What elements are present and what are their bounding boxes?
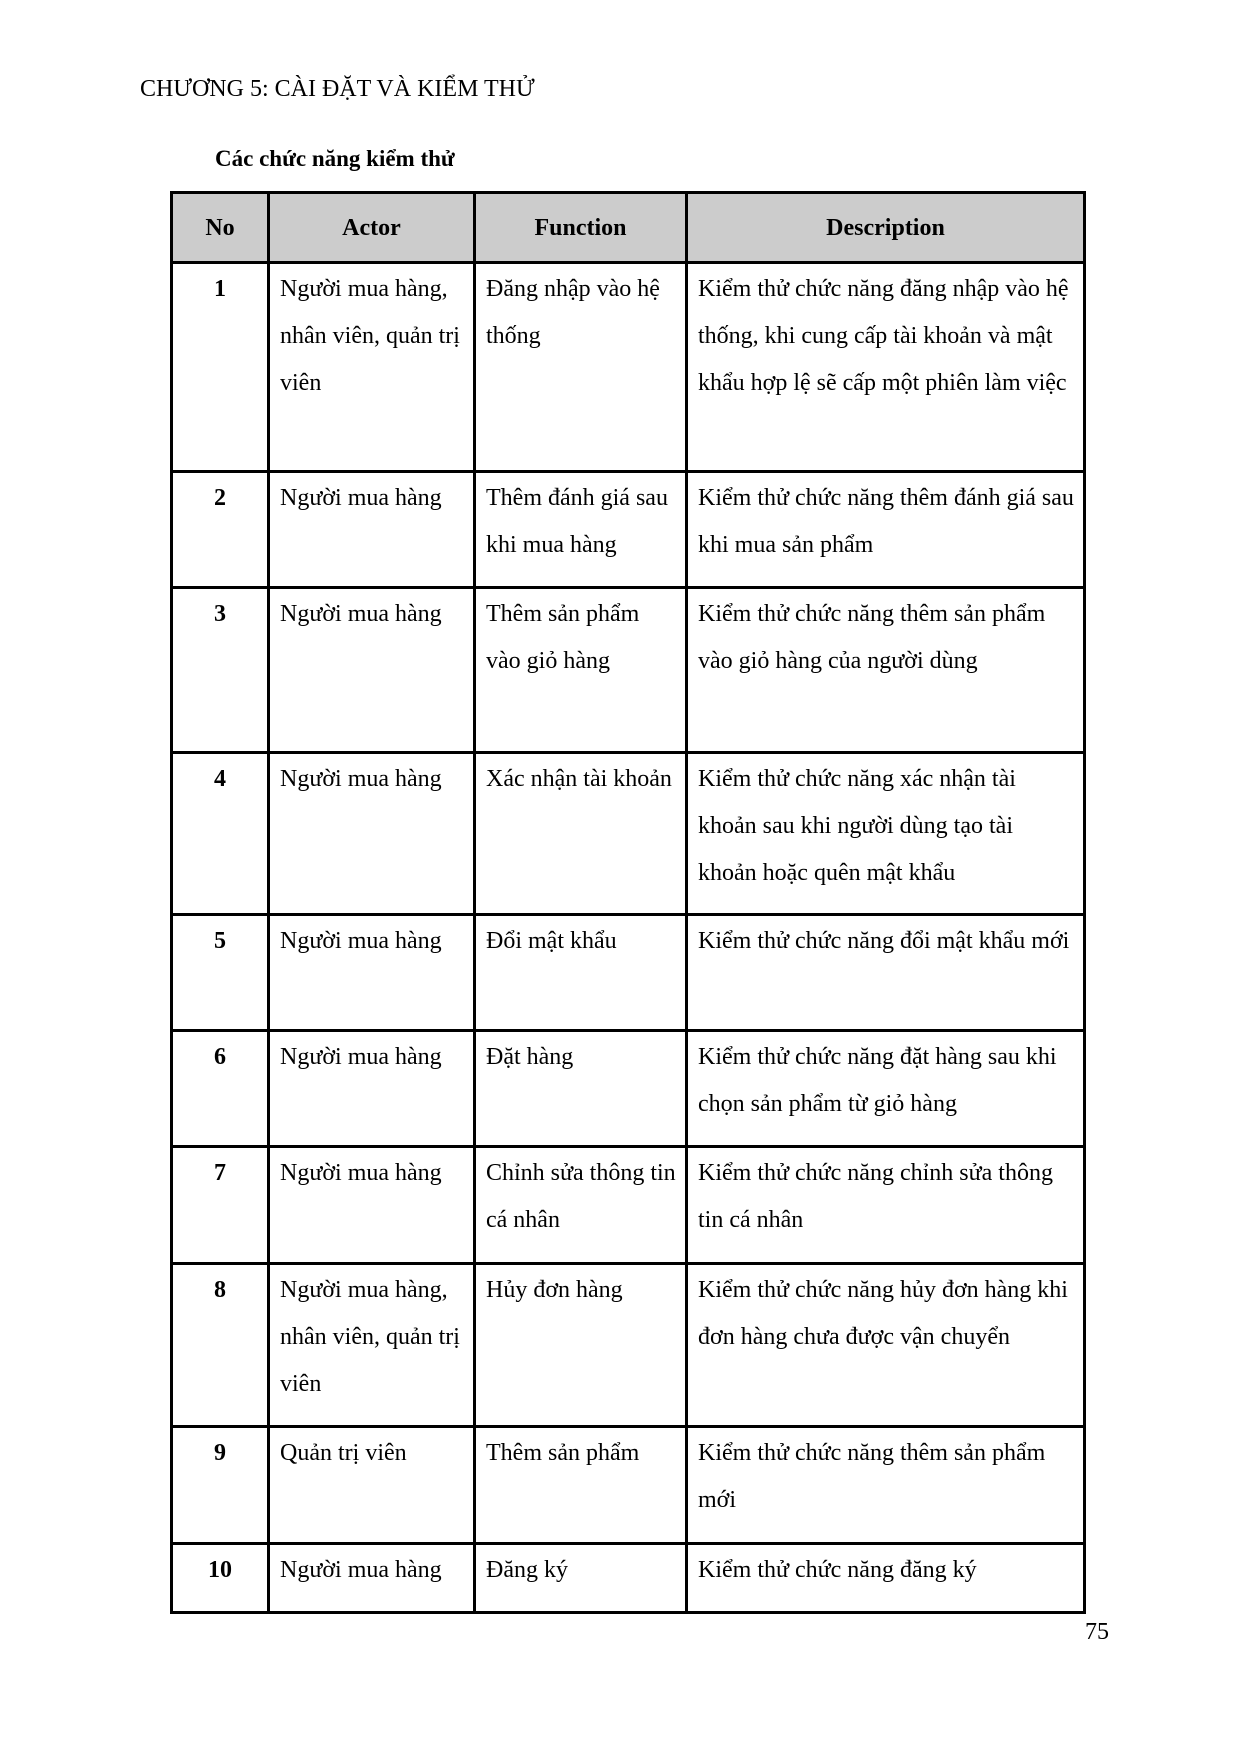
- table-row: [172, 753, 1085, 915]
- cell-description: Kiểm thử chức năng hủy đơn hàng khi đơn hàng chưa được vận chuyển: [687, 1264, 1085, 1427]
- cell-no: 8: [172, 1264, 269, 1427]
- cell-no: 3: [172, 588, 269, 753]
- cell-function: Đăng ký: [475, 1544, 687, 1613]
- column-header-no: No: [172, 193, 269, 263]
- column-header-description: Description: [687, 193, 1085, 263]
- cell-actor: Người mua hàng: [269, 472, 475, 588]
- cell-no: 2: [172, 472, 269, 588]
- column-header-actor: Actor: [269, 193, 475, 263]
- cell-function: Đăng nhập vào hệ thống: [475, 263, 687, 472]
- table-row: [172, 1147, 1085, 1264]
- cell-description: Kiểm thử chức năng đặt hàng sau khi chọn sản phẩm từ giỏ hàng: [687, 1031, 1085, 1147]
- cell-function: Thêm sản phẩm vào giỏ hàng: [475, 588, 687, 753]
- cell-actor: Người mua hàng: [269, 588, 475, 753]
- cell-no: 10: [172, 1544, 269, 1613]
- cell-function: Chỉnh sửa thông tin cá nhân: [475, 1147, 687, 1264]
- cell-actor: Người mua hàng: [269, 915, 475, 1031]
- table-row: [172, 1264, 1085, 1427]
- cell-function: Xác nhận tài khoản: [475, 753, 687, 915]
- cell-function: Hủy đơn hàng: [475, 1264, 687, 1427]
- table-row: [172, 588, 1085, 753]
- cell-actor: Quản trị viên: [269, 1427, 475, 1544]
- cell-description: Kiểm thử chức năng đăng ký: [687, 1544, 1085, 1613]
- cell-actor: Người mua hàng, nhân viên, quản trị viên: [269, 263, 475, 472]
- cell-actor: Người mua hàng: [269, 753, 475, 915]
- cell-actor: Người mua hàng: [269, 1147, 475, 1264]
- cell-no: 5: [172, 915, 269, 1031]
- chapter-header: CHƯƠNG 5: CÀI ĐẶT VÀ KIỂM THỬ: [140, 76, 535, 102]
- cell-description: Kiểm thử chức năng thêm đánh giá sau khi mua sản phẩm: [687, 472, 1085, 588]
- section-title: Các chức năng kiểm thử: [215, 146, 455, 171]
- cell-description: Kiểm thử chức năng xác nhận tài khoản sau khi người dùng tạo tài khoản hoặc quên mật khẩu: [687, 753, 1085, 915]
- cell-actor: Người mua hàng, nhân viên, quản trị viên: [269, 1264, 475, 1427]
- cell-actor: Người mua hàng: [269, 1544, 475, 1613]
- cell-description: Kiểm thử chức năng thêm sản phẩm vào giỏ hàng của người dùng: [687, 588, 1085, 753]
- cell-actor: Người mua hàng: [269, 1031, 475, 1147]
- cell-description: Kiểm thử chức năng đăng nhập vào hệ thống, khi cung cấp tài khoản và mật khẩu hợp lệ sẽ cấp một phiên làm việc: [687, 263, 1085, 472]
- table-row: [172, 1427, 1085, 1544]
- table-row: [172, 915, 1085, 1031]
- page-number: 75: [1085, 1619, 1109, 1645]
- table-row: [172, 472, 1085, 588]
- cell-description: Kiểm thử chức năng chỉnh sửa thông tin cá nhân: [687, 1147, 1085, 1264]
- table-header-row: [172, 193, 1085, 263]
- column-header-function: Function: [475, 193, 687, 263]
- cell-function: Thêm sản phẩm: [475, 1427, 687, 1544]
- cell-no: 7: [172, 1147, 269, 1264]
- cell-no: 1: [172, 263, 269, 472]
- cell-description: Kiểm thử chức năng thêm sản phẩm mới: [687, 1427, 1085, 1544]
- cell-function: Đổi mật khẩu: [475, 915, 687, 1031]
- cell-no: 9: [172, 1427, 269, 1544]
- table-row: [172, 1544, 1085, 1613]
- cell-description: Kiểm thử chức năng đổi mật khẩu mới: [687, 915, 1085, 1031]
- cell-function: Đặt hàng: [475, 1031, 687, 1147]
- test-functions-table: [170, 191, 1086, 1614]
- cell-no: 6: [172, 1031, 269, 1147]
- cell-no: 4: [172, 753, 269, 915]
- table-row: [172, 263, 1085, 472]
- cell-function: Thêm đánh giá sau khi mua hàng: [475, 472, 687, 588]
- table-row: [172, 1031, 1085, 1147]
